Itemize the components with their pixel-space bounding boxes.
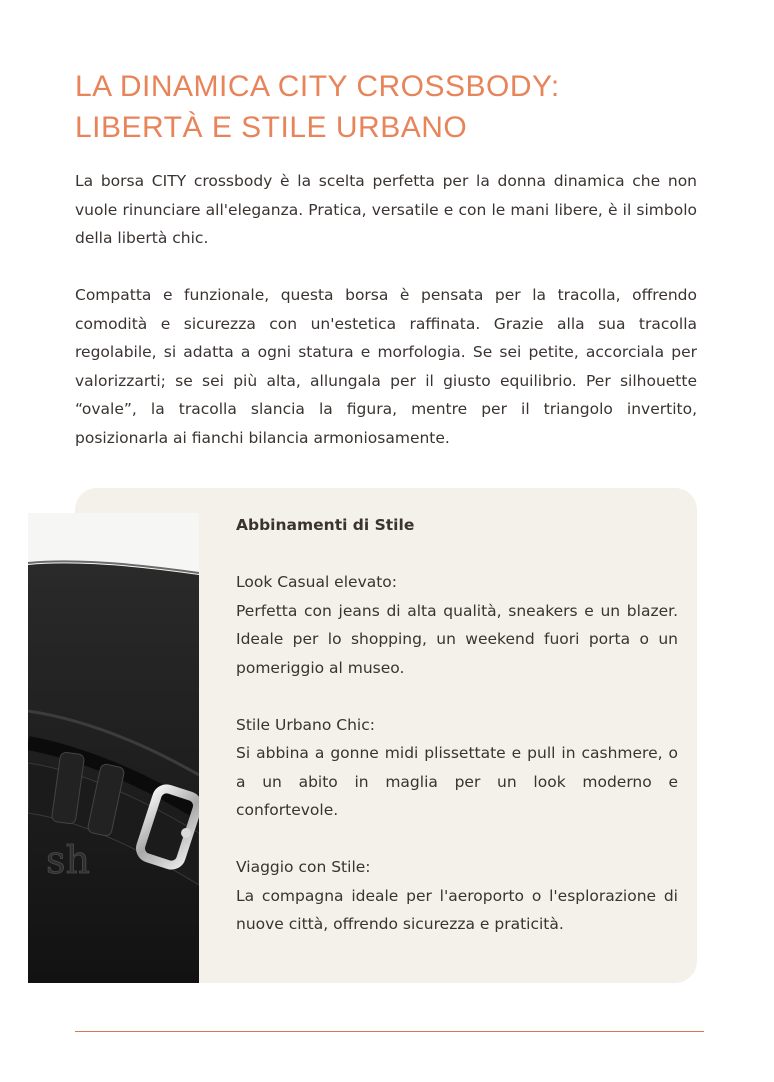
- footer-divider: [75, 1031, 704, 1032]
- pairing-text: La compagna ideale per l'aeroporto o l'esplorazione di nuove città, offrendo sicurezza e praticità.: [236, 886, 678, 933]
- page-title-line-2: LIBERTÀ E STILE URBANO: [75, 111, 468, 144]
- bag-photo: [28, 513, 199, 983]
- pairing-section-travel: [236, 853, 678, 939]
- intro-paragraph-1: La borsa CITY crossbody è la scelta perfetta per la donna dinamica che non vuole rinunciare all'eleganza. Pratica, versatile e con le mani libere, è il simbolo della libertà chic.: [75, 172, 697, 247]
- pairing-title: Look Casual elevato:: [236, 573, 398, 591]
- style-pairings-content: [236, 511, 678, 939]
- pairing-title: Viaggio con Stile:: [236, 858, 371, 876]
- pairing-title: Stile Urbano Chic:: [236, 715, 375, 734]
- card-heading: Abbinamenti di Stile: [236, 516, 415, 534]
- intro-paragraph-2: Compatta e funzionale, questa borsa è pensata per la tracolla, offrendo comodità e sicurezza con un'estetica raffinata. Grazie alla sua tracolla regolabile, si adatta a ogni statura e morfologia. Se sei petite, accorciala per valorizzarti; se sei più alta, allungala per il giusto equilibrio. Per silhouette “ovale”, la tracolla slancia la figura, mentre per il triangolo invertito, posizionarla ai fianchi bilancia armoniosamente.: [75, 286, 697, 447]
- bag-illustration: [28, 513, 199, 983]
- pairing-text: Si abbina a gonne midi plissettate e pull in cashmere, o a un abito in maglia per un look moderno e confortevole.: [236, 744, 678, 819]
- bag-logo-text: sh: [46, 838, 90, 882]
- page-title: [75, 66, 715, 148]
- pairing-text: Perfetta con jeans di alta qualità, sneakers e un blazer. Ideale per lo shopping, un weekend fuori porta o un pomeriggio al museo.: [236, 601, 678, 677]
- page-title-line-1: LA DINAMICA CITY CROSSBODY:: [75, 70, 560, 103]
- pairing-section-casual: [236, 568, 678, 682]
- pairing-section-urban: [236, 711, 678, 825]
